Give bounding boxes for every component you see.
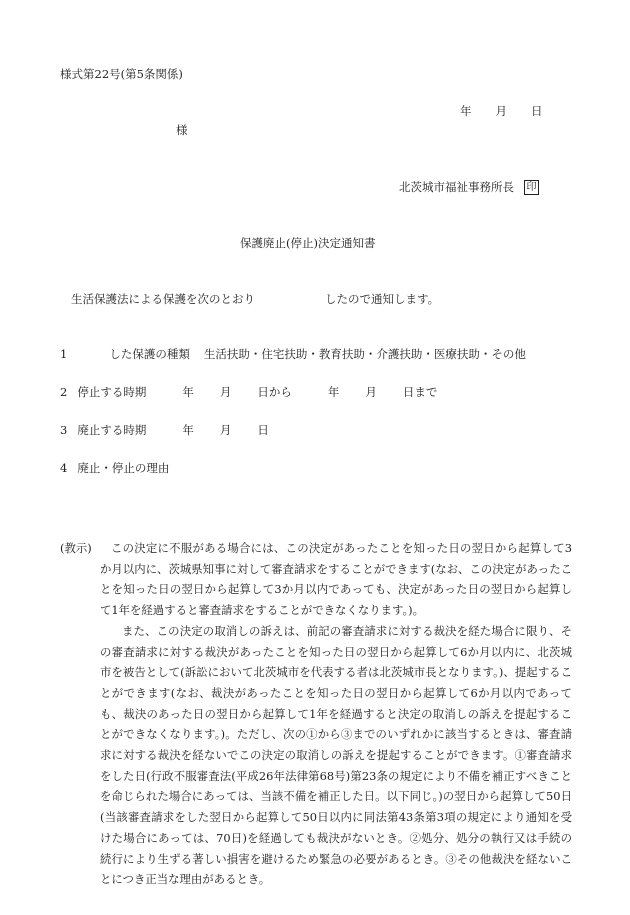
addressee-suffix: 様 [176,123,188,137]
intro-after: したので通知します。 [325,292,440,306]
date-day: 日 [531,104,543,118]
item-label: した保護の種類 [109,347,190,361]
period-to: 日まで [402,385,438,399]
item-value: 生活扶助・住宅扶助・教育扶助・介護扶助・医療扶助・その他 [203,347,526,361]
intro-sentence [71,291,439,307]
notice-body [100,538,572,890]
item-2 [60,384,437,400]
item-3 [60,422,269,438]
date-month: 月 [495,104,507,118]
date-month: 月 [219,423,232,437]
item-number: 3 [60,423,68,437]
notice-paragraph-2: また、この決定の取消しの訴えは、前記の審査請求に対する裁決を経た場合に限り、その審査請求に対する裁決があったことを知った日の翌日から起算して6か月以内に、北茨城市を被告として(訴訟において北茨城市を代表する者は北茨城市長となります。)、提起することができます(なお、裁決があったことを知った日の翌日から起算して6か月以内であっても、裁決のあった日の翌日から起算して1年を経過すると決定の取消しの訴えを提起することができなくなります。)。ただし、次の①から③までのいずれかに該当するときは、審査請求に対する裁決を経ないでこの決定の取消しの訴えを提起することができます。①審査請求をした日(行政不服審査法(平成26年法律第68号)第23条の規定により不備を補正すべきことを命じられた場合にあっては、当該不備を補正した日。以下同じ。)の翌日から起算して50日(当該審査請求をした翌日から起算して50日以内に同法第43条第3項の規定により通知を受けた場合にあっては、70日)を経過しても裁決がないとき。②処分、処分の執行又は手続の続行により生ずる著しい損害を避けるため緊急の必要があるとき。③その他裁決を経ないことにつき正当な理由があるとき。 [100,623,572,887]
date-year: 年 [182,423,194,437]
date-year: 年 [182,385,194,399]
date-line [460,103,543,119]
seal-mark: 印 [524,180,539,195]
date-year: 年 [327,385,340,399]
date-day: 日 [257,423,269,437]
item-label: 停止する時期 [77,385,147,399]
date-month: 月 [365,385,377,399]
date-month: 月 [219,385,232,399]
item-4 [60,460,169,476]
item-number: 4 [60,461,68,475]
intro-before: 生活保護法による保護を次のとおり [71,292,255,306]
notice-label: (教示) [60,541,92,555]
item-number: 1 [60,347,68,361]
form-number: 様式第22号(第5条関係) [60,67,183,81]
period-from: 日から [257,385,292,399]
item-label: 廃止する時期 [77,423,147,437]
issuer-name: 北茨城市福祉事務所長 [399,180,514,194]
item-number: 2 [60,385,68,399]
date-year: 年 [460,104,472,118]
notice-paragraph-1: この決定に不服がある場合には、この決定があったことを知った日の翌日から起算して3か月以内に、茨城県知事に対して審査請求をすることができます(なお、この決定があったことを知った日の翌日から起算して3か月以内であっても、決定があった日の翌日から起算して1年を経過すると審査請求をすることができなくなります。)。 [100,541,572,618]
item-label: 廃止・停止の理由 [77,461,170,475]
issuer-line [399,179,539,196]
appeal-notice [60,538,572,890]
document-title: 保護廃止(停止)決定通知書 [240,236,376,250]
item-1 [60,346,526,362]
